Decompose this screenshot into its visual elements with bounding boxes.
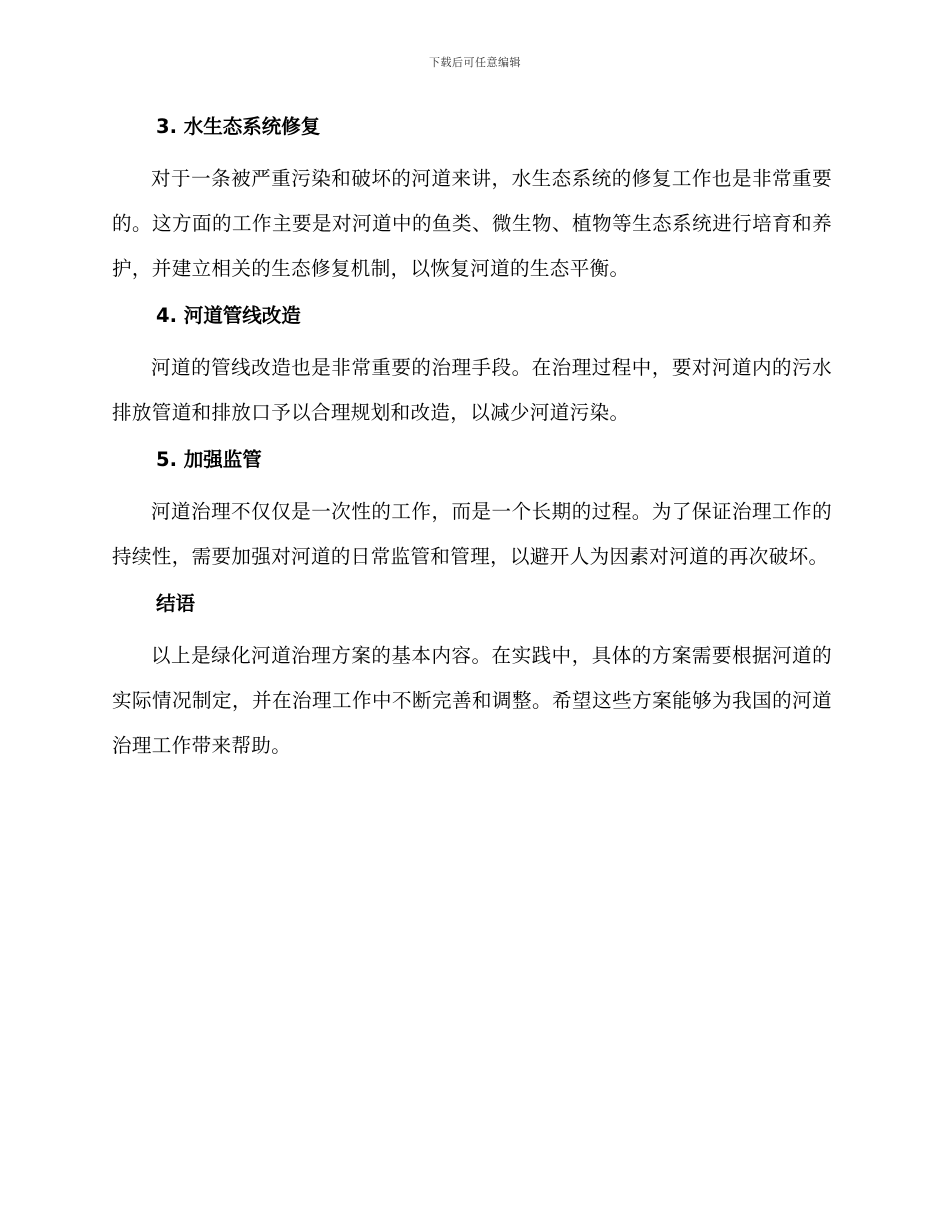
section-heading: 3. 水生态系统修复 [156, 115, 321, 138]
section-heading: 结语 [156, 592, 196, 615]
section-pipeline-renovation [112, 299, 832, 435]
section-heading: 4. 河道管线改造 [156, 304, 301, 327]
section-heading: 5. 加强监管 [156, 448, 262, 471]
section-supervision [112, 443, 832, 579]
section-water-ecology [112, 110, 832, 291]
document-body [112, 110, 832, 776]
page-header: 下载后可任意编辑 [429, 56, 521, 69]
section-paragraph: 对于一条被严重污染和破坏的河道来讲，水生态系统的修复工作也是非常重要的。这方面的工作主要是对河道中的鱼类、微生物、植物等生态系统进行培育和养护，并建立相关的生态修复机制，以恢复河道的生态平衡。 [112, 167, 832, 280]
section-paragraph: 河道治理不仅仅是一次性的工作，而是一个长期的过程。为了保证治理工作的持续性，需要加强对河道的日常监管和管理，以避开人为因素对河道的再次破坏。 [112, 500, 832, 568]
section-paragraph: 河道的管线改造也是非常重要的治理手段。在治理过程中，要对河道内的污水排放管道和排放口予以合理规划和改造，以减少河道污染。 [112, 356, 832, 424]
section-paragraph: 以上是绿化河道治理方案的基本内容。在实践中，具体的方案需要根据河道的实际情况制定，并在治理工作中不断完善和调整。希望这些方案能够为我国的河道治理工作带来帮助。 [112, 644, 832, 757]
section-conclusion [112, 587, 832, 768]
